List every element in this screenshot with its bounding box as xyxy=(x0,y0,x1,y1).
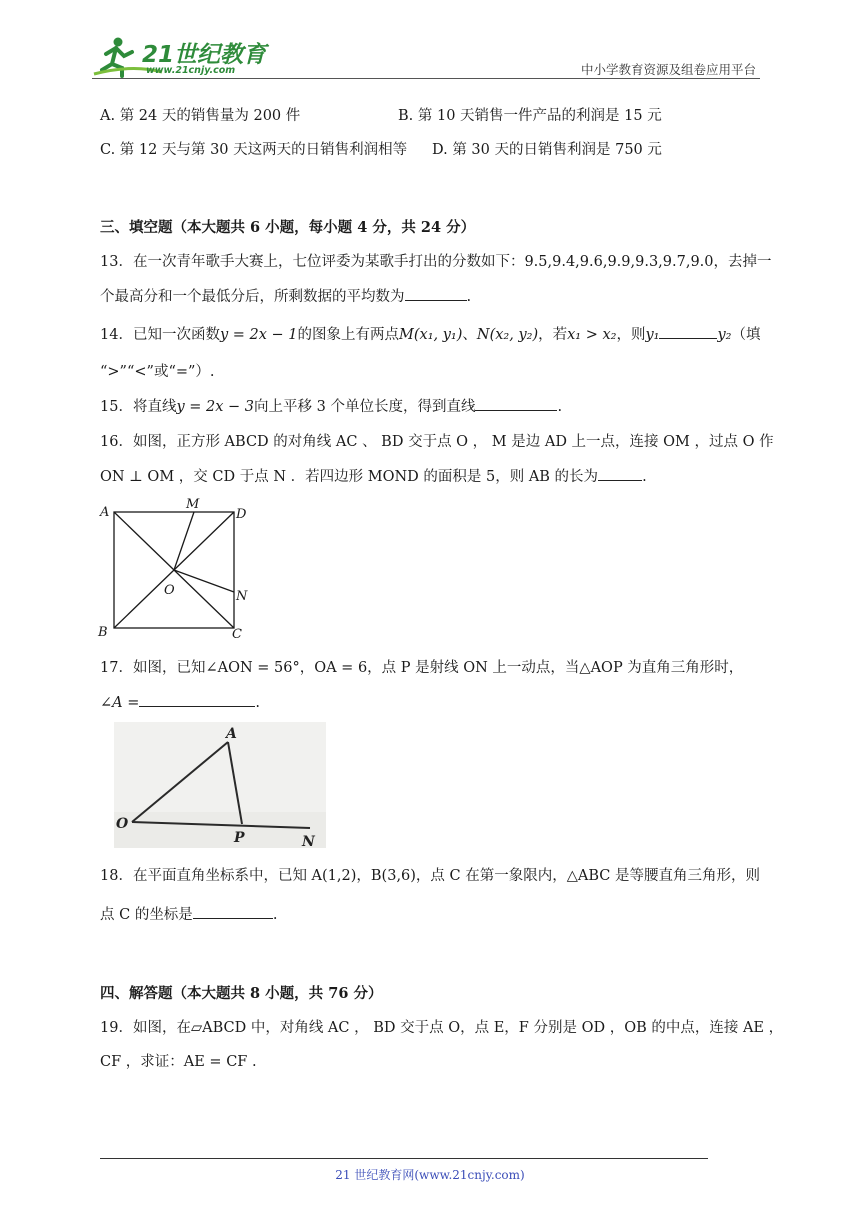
q16-line1: 16．如图，正方形 ABCD 的对角线 AC 、 BD 交于点 O ， M 是边 AD 上一点，连接 OM ，过点 O 作 xyxy=(100,434,774,450)
q18-period: . xyxy=(272,907,278,923)
label-b: B xyxy=(98,625,108,640)
option-d: D. 第 30 天的日销售利润是 750 元 xyxy=(432,142,662,158)
q14-y1: y₁ xyxy=(645,327,660,343)
label-o: O xyxy=(116,816,129,832)
q18-text: 点 C 的坐标是 xyxy=(100,907,193,923)
label-n: N xyxy=(236,589,248,604)
q15-line xyxy=(100,396,562,417)
q18-line2 xyxy=(100,904,277,925)
q14-line2: “>”“<”或“=”）. xyxy=(100,364,215,380)
q15-period: . xyxy=(557,399,563,415)
logo-url: www.21cnjy.com xyxy=(146,65,236,76)
section-3-title: 三、填空题（本大题共 6 小题，每小题 4 分，共 24 分） xyxy=(100,219,476,236)
q15-text-2: 向上平移 3 个单位长度，得到直线 xyxy=(254,399,476,415)
q14-function: y = 2x − 1 xyxy=(219,327,298,343)
q13-text: 个最高分和一个最低分后，所剩数据的平均数为 xyxy=(100,289,405,305)
q19-line1: 19．如图，在▱ABCD 中，对角线 AC ， BD 交于点 O，点 E，F 分别是 OD ，OB 的中点，连接 AE ， xyxy=(100,1020,784,1036)
label-o: O xyxy=(164,583,175,598)
logo-text: 21世纪教育 xyxy=(142,42,267,68)
q14-text-3: ，若 xyxy=(538,327,568,343)
q16-square-figure xyxy=(96,494,256,644)
label-c: C xyxy=(232,627,242,642)
header-platform-text: 中小学教育资源及组卷应用平台 xyxy=(580,62,756,77)
label-a: A xyxy=(226,726,237,742)
label-a: A xyxy=(100,505,110,520)
option-b: B. 第 10 天销售一件产品的利润是 15 元 xyxy=(398,108,662,124)
segment-om xyxy=(174,512,194,570)
q16-line2 xyxy=(100,466,647,487)
label-m: M xyxy=(186,497,200,512)
q13-period: . xyxy=(466,289,472,305)
q18-answer-blank xyxy=(193,904,273,919)
q14-answer-blank xyxy=(659,324,717,339)
q17-line1: 17．如图，已知∠AON = 56°，OA = 6，点 P 是射线 ON 上一动点，当△AOP 为直角三角形时， xyxy=(100,660,744,676)
q19-line2: CF ，求证：AE = CF . xyxy=(100,1054,257,1070)
footer-site-text: 21 世纪教育网(www.21cnjy.com) xyxy=(335,1168,525,1182)
q16-period: . xyxy=(642,469,647,485)
q14-condition: x₁ > x₂ xyxy=(567,327,617,343)
q17-triangle-figure xyxy=(114,722,326,848)
q15-answer-blank xyxy=(475,396,557,411)
section-4-title: 四、解答题（本大题共 8 小题，共 76 分） xyxy=(100,985,383,1002)
q18-line1: 18．在平面直角坐标系中，已知 A(1,2)，B(3,6)，点 C 在第一象限内，△ABC 是等腰直角三角形，则 xyxy=(100,868,760,884)
segment-on xyxy=(174,570,234,592)
q16-answer-blank xyxy=(598,466,642,481)
q17-text: ∠A = xyxy=(100,695,140,711)
q17-period: . xyxy=(255,695,260,711)
q14-separator: 、 xyxy=(462,327,477,343)
q14-point-n: N(x₂, y₂) xyxy=(476,327,539,343)
q14-text-1: 14．已知一次函数 xyxy=(100,327,220,343)
q15-text-1: 15．将直线 xyxy=(100,399,177,415)
q16-text: ON ⊥ OM ，交 CD 于点 N ．若四边形 MOND 的面积是 5，则 AB 的长为 xyxy=(100,469,599,485)
q17-line2 xyxy=(100,692,260,713)
q14-text-2: 的图象上有两点 xyxy=(297,327,400,343)
header-divider xyxy=(92,78,760,79)
q14-text-5: （填 xyxy=(731,327,761,343)
q15-function: y = 2x − 3 xyxy=(176,399,255,415)
q14-point-m: M(x₁, y₁) xyxy=(399,327,463,343)
label-d: D xyxy=(236,507,247,522)
option-c: C. 第 12 天与第 30 天这两天的日销售利润相等 xyxy=(100,142,408,158)
q14-text-4: ，则 xyxy=(616,327,646,343)
q13-line2 xyxy=(100,286,471,307)
label-p: P xyxy=(234,830,245,846)
q14-line1 xyxy=(100,324,761,345)
q17-answer-blank xyxy=(139,692,255,707)
site-logo xyxy=(92,34,267,80)
option-a: A. 第 24 天的销售量为 200 件 xyxy=(100,108,301,124)
q13-line1: 13．在一次青年歌手大赛上，七位评委为某歌手打出的分数如下：9.5,9.4,9.6,9.9,9.3,9.7,9.0，去掉一 xyxy=(100,254,772,270)
label-n: N xyxy=(302,834,315,848)
q14-y2: y₂ xyxy=(717,327,732,343)
q13-answer-blank xyxy=(405,286,467,301)
footer-divider xyxy=(100,1158,708,1159)
